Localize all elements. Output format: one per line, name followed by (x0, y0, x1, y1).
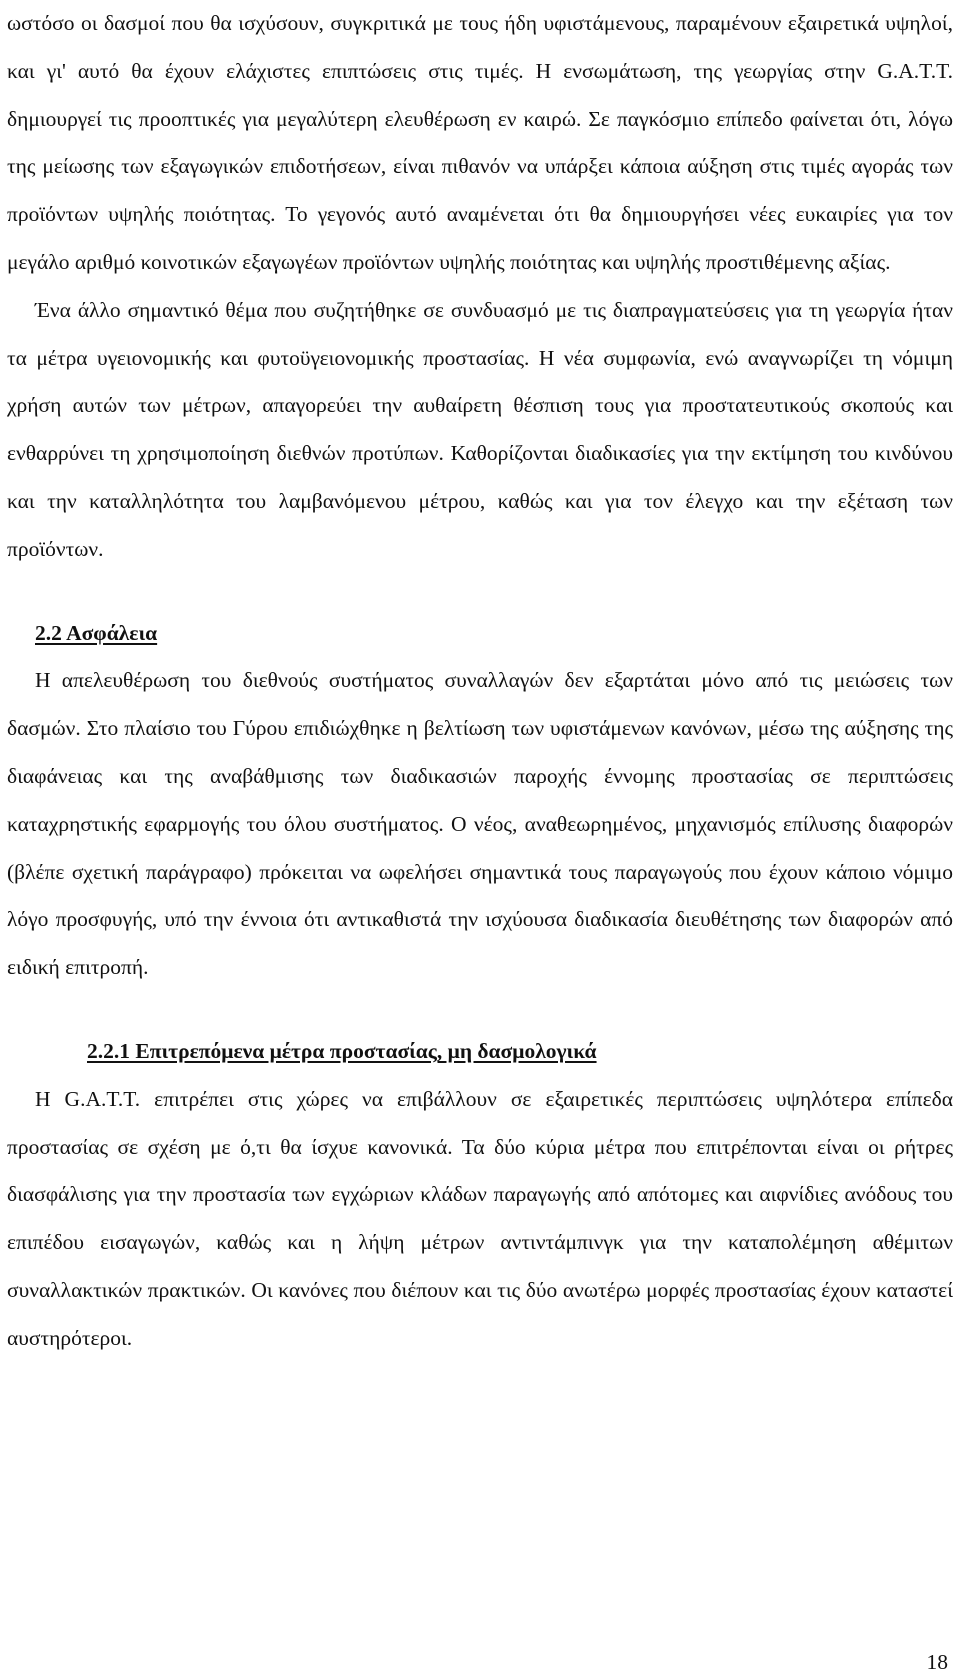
paragraph-protection-measures: Η G.A.T.T. επιτρέπει στις χώρες να επιβάλλουν σε εξαιρετικές περιπτώσεις υψηλότερα επίπεδα προστασίας σε σχέση με ό,τι θα ίσχυε κανονικά. Τα δύο κύρια μέτρα που επιτρέπονται είναι οι ρήτρες διασφάλισης για την προστασία των εγχώριων κλάδων παραγωγής από απότομες και αιφνίδιες ανόδους του επιπέδου εισαγωγών, καθώς και η λήψη μέτρων αντιντάμπινγκ για την καταπολέμηση αθέμιτων συναλλακτικών πρακτικών. Οι κανόνες που διέπουν και τις δύο ανωτέρω μορφές προστασίας έχουν καταστεί αυστηρότεροι. (7, 1086, 953, 1350)
document-body (7, 0, 953, 1363)
paragraph-sanitary-measures: Ένα άλλο σημαντικό θέμα που συζητήθηκε σε συνδυασμό με τις διαπραγματεύσεις για τη γεωργία ήταν τα μέτρα υγειονομικής και φυτοϋγειονομικής προστασίας. Η νέα συμφωνία, ενώ αναγνωρίζει τη νόμιμη χρήση αυτών των μέτρων, απαγορεύει την αυθαίρετη θέσπιση τους για προστατευτικούς σκοπούς και ενθαρρύνει τη χρησιμοποίηση διεθνών προτύπων. Καθορίζονται διαδικασίες για την εκτίμηση του κινδύνου και την καταλληλότητα του λαμβανόμενου μέτρου, καθώς και για τον έλεγχο και την εξέταση των προϊόντων. (7, 297, 953, 561)
section-heading-2-2-1: 2.2.1 Επιτρεπόμενα μέτρα προστασίας, μη δασμολογικά (87, 1038, 597, 1063)
section-heading-2-2: 2.2 Ασφάλεια (35, 620, 158, 645)
paragraph-continuation: ωστόσο οι δασμοί που θα ισχύσουν, συγκριτικά με τους ήδη υφιστάμενους, παραμένουν εξαιρετικά υψηλοί, και γι' αυτό θα έχουν ελάχιστες επιπτώσεις στις τιμές. Η ενσωμάτωση, της γεωργίας στην G.A.T.T. δημιουργεί τις προοπτικές για μεγαλύτερη ελευθέρωση εν καιρώ. Σε παγκόσμιο επίπεδο φαίνεται ότι, λόγω της μείωσης των εξαγωγικών επιδοτήσεων, είναι πιθανόν να υπάρξει κάποια αύξηση στις τιμές αγοράς των προϊόντων υψηλής ποιότητας. Το γεγονός αυτό αναμένεται ότι θα δημιουργήσει νέες ευκαιρίες για τον μεγάλο αριθμό κοινοτικών εξαγωγέων προϊόντων υψηλής ποιότητας και υψηλής προστιθέμενης αξίας. (7, 11, 953, 274)
paragraph-security: Η απελευθέρωση του διεθνούς συστήματος συναλλαγών δεν εξαρτάται μόνο από τις μειώσεις των δασμών. Στο πλαίσιο του Γύρου επιδιώχθηκε η βελτίωση των υφιστάμενων κανόνων, μέσω της αύξησης της διαφάνειας και της αναβάθμισης των διαδικασιών παροχής έννομης προστασίας σε περιπτώσεις καταχρηστικής εφαρμογής του όλου συστήματος. Ο νέος, αναθεωρημένος, μηχανισμός επίλυσης διαφορών (βλέπε σχετική παράγραφο) πρόκειται να ωφελήσει σημαντικά τους παραγωγούς που έχουν κάποιο νόμιμο λόγο προσφυγής, υπό την έννοια ότι αντικαθιστά την ισχύουσα διαδικασία διευθέτησης των διαφορών από ειδική επιτροπή. (7, 668, 953, 980)
page-number: 18 (926, 1650, 948, 1674)
